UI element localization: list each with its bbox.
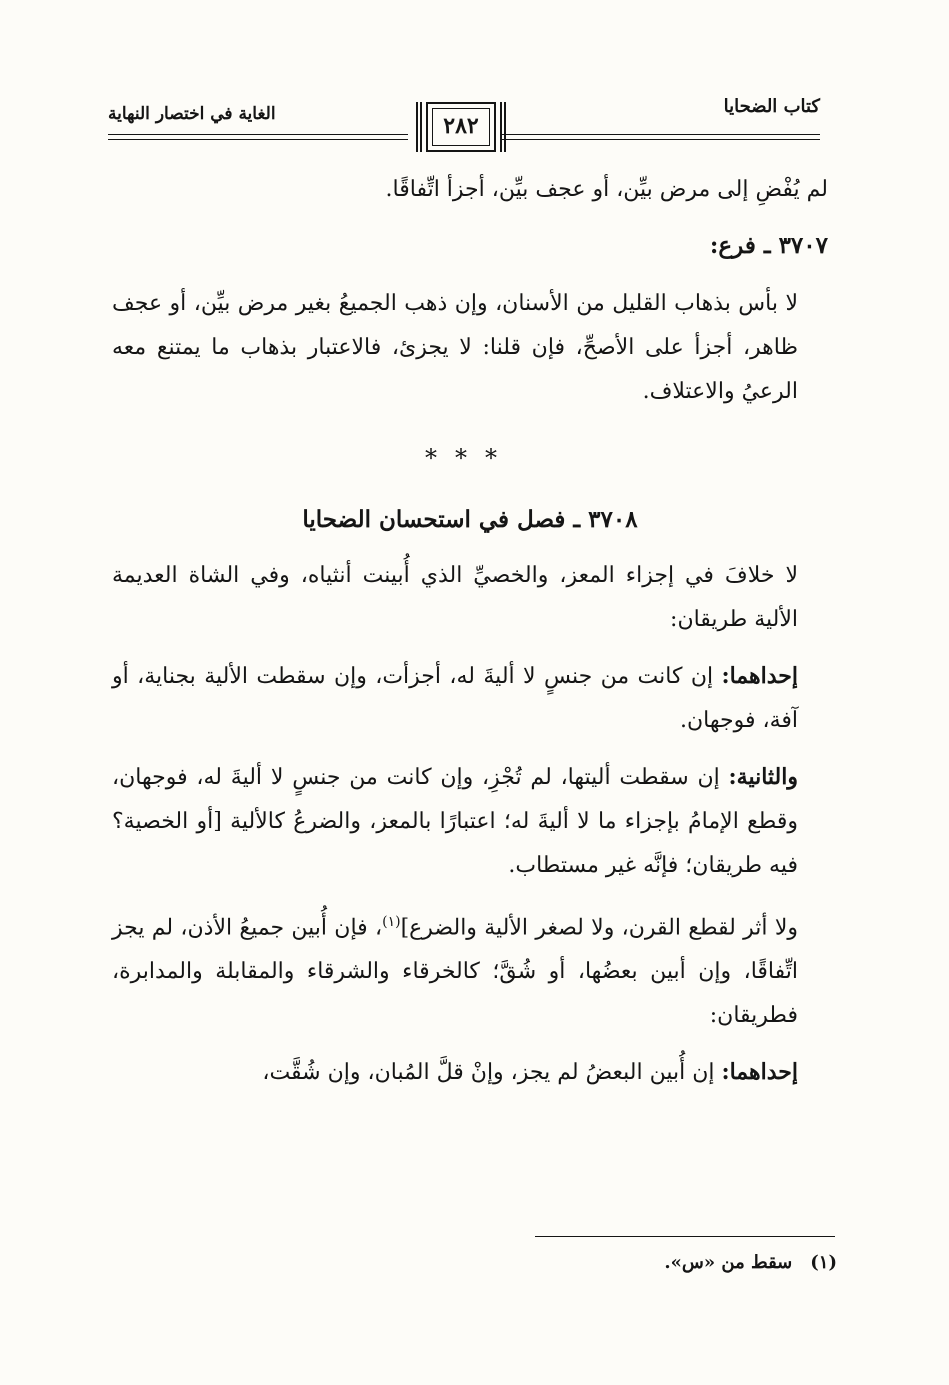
footnote-number: (١) [810, 1252, 837, 1273]
header-rule [108, 139, 408, 140]
paragraph-text: ولا أثر لقطع القرن، ولا لصغر الألية والضرع] [400, 915, 798, 941]
footnote-text: سقط من «س». [664, 1252, 793, 1273]
chapter-heading: ٣٧٠٨ ـ فصل في استحسان الضحايا [302, 506, 638, 533]
section-heading: ٣٧٠٧ ـ فرع: [709, 232, 828, 259]
paragraph: لا خلافَ في إجزاء المعز، والخصيِّ الذي أُبينت أنثياه، وفي الشاة العديمة الألية طريقان: [112, 563, 798, 632]
main-text [112, 168, 828, 1107]
paragraph: لا بأس بذهاب القليل من الأسنان، وإن ذهب الجميعُ بغير مرض بيِّن، أو عجف ظاهر، أجزأ على الأصحِّ، فإن قلنا: لا يجزئ، فالاعتبار بذهاب ما يمتنع معه الرعيُ والاعتلاف. [112, 291, 798, 404]
paragraph [112, 654, 828, 743]
header-rule [108, 134, 408, 135]
frame-ornament [416, 102, 422, 152]
chapter-title: كتاب الضحايا [723, 96, 820, 117]
footnote-rule [535, 1236, 835, 1237]
paragraph-text: ، فإن أُبين جميعُ الأذن، لم يجز اتِّفاقًا، وإن أبين بعضُها، أو شُقَّ؛ كالخرقاء والشرقاء والمقابلة والمدابرة، فطريقان: [112, 915, 798, 1029]
paragraph-lead: والثانية: [728, 764, 798, 790]
paragraph [112, 1050, 828, 1095]
paragraph-lead: إحداهما: [721, 663, 798, 689]
footnote [664, 1252, 837, 1273]
page-number: ٢٨٢ [443, 113, 479, 139]
paragraph: لم يُفْضِ إلى مرض بيِّن، أو عجف بيِّن، أجزأ اتِّفاقًا. [385, 177, 828, 202]
header-rule [500, 134, 820, 135]
paragraph-text: إن سقطت أليتها، لم تُجْزِ، وإن كانت من جنسٍ لا أليةَ له، فوجهان، وقطع الإمامُ بإجزاء ما لا أليةَ له؛ اعتبارًا بالمعز، والضرعُ كالألية [أو الخصية؟ فيه طريقان؛ فإنَّه غير مستطاب. [112, 765, 798, 878]
footnote-reference: (١) [382, 914, 401, 930]
paragraph-text: إن أُبين البعضُ لم يجز، وإنْ قلَّ المُبان، وإن شُقَّت، [262, 1060, 722, 1086]
book-title: الغاية في اختصار النهاية [108, 104, 276, 124]
paragraph [112, 755, 828, 888]
paragraph [112, 900, 828, 1038]
section-divider: *** [425, 444, 515, 472]
header-rule [500, 139, 820, 140]
page-number-frame [426, 102, 496, 152]
paragraph-text: إن كانت من جنسٍ لا أليةَ له، أجزأت، وإن سقطت الألية بجناية، أو آفة، فوجهان. [112, 664, 798, 733]
page-header [108, 94, 820, 158]
paragraph-lead: إحداهما: [721, 1059, 798, 1086]
frame-ornament [500, 102, 506, 152]
